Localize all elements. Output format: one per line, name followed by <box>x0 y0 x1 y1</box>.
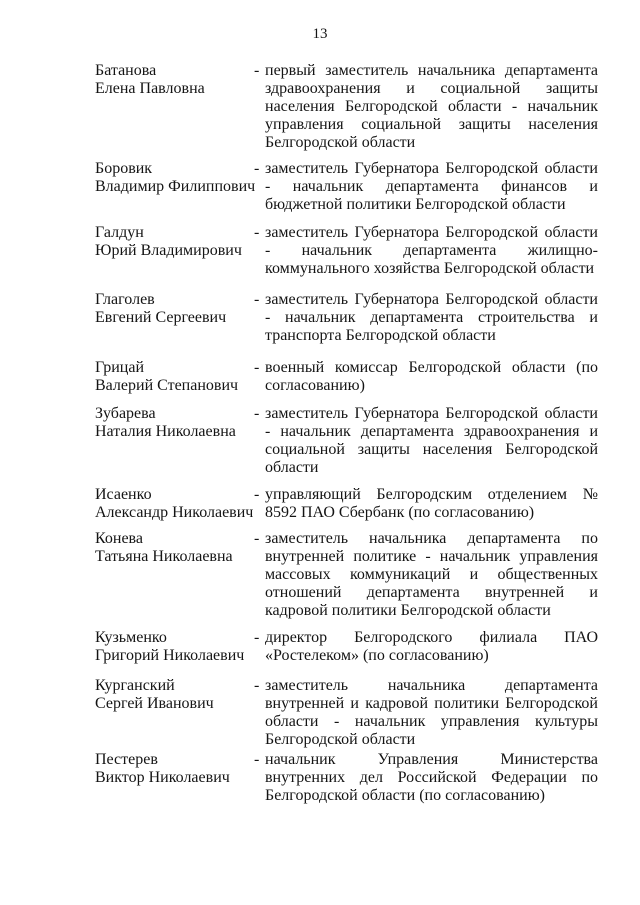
position-text: заместитель Губернатора Белгородской области - начальник департамента финансов и бюджетной политики Белгородской области <box>265 160 598 213</box>
surname: Батанова <box>95 62 157 79</box>
position-text: начальник Управления Министерства внутренних дел Российской Федерации по Белгородской области (по согласованию) <box>265 751 598 804</box>
surname: Кузьменко <box>95 629 167 646</box>
surname: Курганский <box>95 677 175 694</box>
person-name <box>95 751 255 787</box>
given-name: Наталия Николаевна <box>95 423 236 440</box>
surname: Галдун <box>95 224 144 241</box>
given-name: Валерий Степанович <box>95 377 239 394</box>
position-text: директор Белгородского филиала ПАО «Ростелеком» (по согласованию) <box>265 629 598 664</box>
dash: - <box>254 160 260 177</box>
given-name: Григорий Николаевич <box>95 647 245 664</box>
person-name <box>95 486 255 522</box>
position-text: заместитель начальника департамента по внутренней политике - начальник управления массовых коммуникаций и общественных отношений департамента внутренней и кадровой политики Белгородской области <box>265 530 598 619</box>
dash: - <box>254 291 260 308</box>
given-name: Евгений Сергеевич <box>95 309 227 326</box>
dash: - <box>254 629 260 646</box>
position-text: заместитель Губернатора Белгородской области - начальник департамента здравоохранения и социальной защиты населения Белгородской области <box>265 405 598 476</box>
surname: Зубарева <box>95 405 156 422</box>
surname: Боровик <box>95 160 153 177</box>
given-name: Александр Николаевич <box>95 504 254 521</box>
given-name: Виктор Николаевич <box>95 769 230 786</box>
dash: - <box>254 677 260 694</box>
given-name: Владимир Филиппович <box>95 178 256 195</box>
surname: Глаголев <box>95 291 155 308</box>
surname: Пестерев <box>95 751 158 768</box>
dash: - <box>254 359 260 376</box>
position-text: заместитель начальника департамента внутренней и кадровой политики Белгородской области - начальник управления культуры Белгородской области <box>265 677 598 748</box>
position-text: военный комиссар Белгородской области (по согласованию) <box>265 359 598 394</box>
person-name <box>95 530 255 566</box>
given-name: Сергей Иванович <box>95 695 214 712</box>
person-name <box>95 359 255 395</box>
person-name <box>95 224 255 260</box>
surname: Грицай <box>95 359 145 376</box>
page-number: 13 <box>312 26 328 42</box>
dash: - <box>254 530 260 547</box>
dash: - <box>254 62 260 79</box>
person-name <box>95 62 255 98</box>
person-name <box>95 677 255 713</box>
given-name: Юрий Владимирович <box>95 242 242 259</box>
dash: - <box>254 405 260 422</box>
surname: Конева <box>95 530 143 547</box>
given-name: Татьяна Николаевна <box>95 548 233 565</box>
given-name: Елена Павловна <box>95 80 205 97</box>
position-text: заместитель Губернатора Белгородской области - начальник департамента жилищно-коммунального хозяйства Белгородской области <box>265 224 598 277</box>
person-name <box>95 160 255 196</box>
position-text: управляющий Белгородским отделением № 8592 ПАО Сбербанк (по согласованию) <box>265 486 598 521</box>
person-name <box>95 405 255 441</box>
person-name <box>95 629 255 665</box>
dash: - <box>254 486 260 503</box>
position-text: заместитель Губернатора Белгородской области - начальник департамента строительства и транспорта Белгородской области <box>265 291 598 344</box>
surname: Исаенко <box>95 486 152 503</box>
dash: - <box>254 224 260 241</box>
dash: - <box>254 751 260 768</box>
person-name <box>95 291 255 327</box>
position-text: первый заместитель начальника департамента здравоохранения и социальной защиты населения Белгородской области - начальник управления социальной защиты населения Белгородской области <box>265 62 598 151</box>
